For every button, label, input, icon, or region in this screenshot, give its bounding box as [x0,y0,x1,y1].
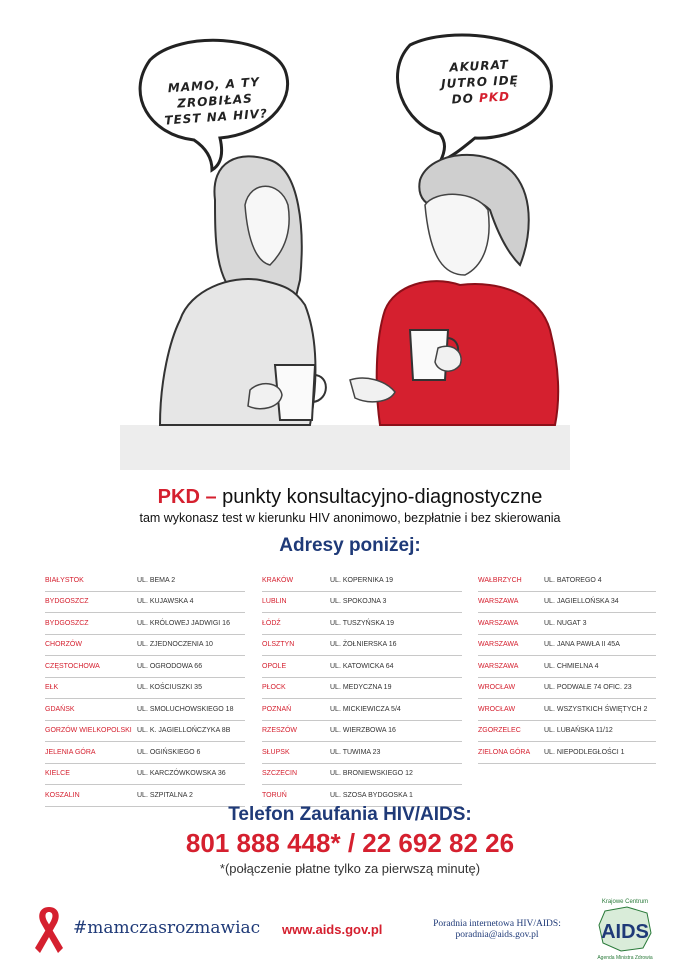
bubble-right-line: JUTRO IDĘ [440,72,520,92]
address-city: OPOLE [262,662,287,670]
address-street: UL. OGIŃSKIEGO 6 [137,748,201,756]
logo-bottom-text: Agenda Ministra Zdrowia [597,955,653,961]
address-city: WROCŁAW [478,684,516,692]
address-row [478,592,656,614]
subline: tam wykonasz test w kierunku HIV anonimowo, bezpłatnie i bez skierowania [139,511,561,525]
address-row [45,592,245,614]
address-street: UL. LUBAŃSKA 11/12 [544,727,613,735]
address-row [262,656,462,678]
address-city: EŁK [45,684,59,692]
headline [0,486,700,509]
address-row [478,570,656,592]
address-city: JELENIA GÓRA [45,748,96,756]
address-city: PŁOCK [262,684,286,692]
bubble-right-accent: PKD [478,89,511,106]
address-street: UL. BATOREGO 4 [544,576,602,584]
address-street: UL. MICKIEWICZA 5/4 [330,705,401,713]
address-row [45,613,245,635]
bubble-right-line: AKURAT [449,57,510,75]
address-row [262,613,462,635]
table-top [120,425,570,470]
headline-accent: PKD [157,486,200,508]
address-street: UL. WSZYSTKICH ŚWIĘTYCH 2 [544,705,648,713]
bubble-left-line: TEST NA HIV? [163,106,269,128]
address-street: UL. ŻOŁNIERSKA 16 [330,641,397,649]
poradnia-label: Poradnia internetowa HIV/AIDS: [433,919,561,929]
bubble-left-line: ZROBIŁAS [176,91,254,111]
address-city: WARSZAWA [478,641,519,649]
address-row [262,742,462,764]
address-city: WARSZAWA [478,619,519,627]
phone-numbers[interactable]: 801 888 448* / 22 692 82 26 [185,828,515,858]
address-column-1 [45,570,245,807]
address-city: ZGORZELEC [478,727,521,735]
address-city: SŁUPSK [262,748,290,756]
address-row [45,764,245,786]
address-city: LUBLIN [262,598,287,606]
poradnia-info [427,919,567,941]
address-row [45,678,245,700]
address-city: TORUŃ [262,791,287,799]
addresses-title: Adresy poniżej: [279,535,421,556]
address-row [45,635,245,657]
address-street: UL. SMOLUCHOWSKIEGO 18 [137,705,234,713]
address-city: BYDGOSZCZ [45,619,89,627]
address-column-2 [262,570,462,807]
address-city: POZNAŃ [262,705,292,713]
address-city: BYDGOSZCZ [45,598,89,606]
address-city: BIAŁYSTOK [45,576,84,584]
address-row [478,721,656,743]
address-street: UL. ZJEDNOCZENIA 10 [137,641,213,649]
address-row [45,742,245,764]
address-city: ZIELONA GÓRA [478,748,531,756]
address-street: UL. KOPERNIKA 19 [330,576,394,584]
address-street: UL. BEMA 2 [137,576,176,584]
address-street: UL. TUSZYŃSKA 19 [330,619,395,627]
address-street: UL. KRÓLOWEJ JADWIGI 16 [137,619,230,627]
bubble-right-prefix: DO [451,91,480,107]
address-city: GORZÓW WIELKOPOLSKI [45,727,132,735]
address-row [45,656,245,678]
address-street: UL. KUJAWSKA 4 [137,598,194,606]
address-city: ŁÓDŹ [262,619,281,627]
address-row [478,742,656,764]
phone-title: Telefon Zaufania HIV/AIDS: [228,804,472,825]
address-street: UL. SZOSA BYDGOSKA 1 [330,791,413,799]
address-street: UL. TUWIMA 23 [330,748,381,756]
address-row [262,678,462,700]
address-street: UL. KOŚCIUSZKI 35 [137,684,202,692]
address-city: WROCŁAW [478,705,516,713]
red-ribbon-icon [32,903,66,955]
headline-text: punkty konsultacyjno-diagnostyczne [222,486,543,508]
address-row [45,570,245,592]
address-row [478,699,656,721]
speech-bubble-left-text [158,73,271,129]
address-city: CZĘSTOCHOWA [45,662,100,670]
address-city: OLSZTYN [262,641,295,649]
address-row [478,678,656,700]
address-row [262,699,462,721]
address-city: KIELCE [45,770,70,778]
address-street: UL. JAGIELLOŃSKA 34 [544,598,619,606]
poradnia-email[interactable]: poradnia@aids.gov.pl [455,930,539,940]
address-row [262,635,462,657]
address-city: KRAKÓW [262,576,294,584]
address-column-3 [478,570,656,764]
address-city: GDAŃSK [45,705,75,713]
address-city: KOSZALIN [45,791,80,799]
krajowe-centrum-aids-logo [585,893,665,963]
address-street: UL. K. JAGIELLOŃCZYKA 8B [137,727,231,735]
address-street: UL. JANA PAWŁA II 45A [544,641,620,649]
website-link[interactable]: www.aids.gov.pl [282,922,383,937]
speech-bubble-right-text [424,55,536,109]
address-city: CHORZÓW [45,641,82,649]
address-street: UL. NUGAT 3 [544,619,587,627]
address-street: UL. KARCZÓWKOWSKA 36 [137,770,226,778]
address-row [478,613,656,635]
address-street: UL. SPOKOJNA 3 [330,598,387,606]
right-woman-sweater [377,281,559,425]
address-row [45,721,245,743]
address-street: UL. NIEPODLEGŁOŚCI 1 [544,748,625,756]
address-street: UL. OGRODOWA 66 [137,662,203,670]
phone-note: *(połączenie płatne tylko za pierwszą minutę) [219,861,481,876]
logo-main-text: AIDS [601,921,649,943]
address-row [262,570,462,592]
headline-dash: – [199,486,223,508]
logo-top-text: Krajowe Centrum [601,899,649,905]
address-street: UL. WIERZBOWA 16 [330,727,396,735]
address-city: WAŁBRZYCH [478,576,522,584]
address-city: RZESZÓW [262,727,297,735]
address-street: UL. KATOWICKA 64 [330,662,394,670]
right-woman-face [425,194,489,275]
address-row [262,764,462,786]
address-row [45,699,245,721]
address-city: SZCZECIN [262,770,297,778]
address-row [478,635,656,657]
address-city: WARSZAWA [478,598,519,606]
address-street: UL. SZPITALNA 2 [137,791,193,799]
address-row [478,656,656,678]
address-street: UL. MEDYCZNA 19 [330,684,392,692]
address-row [262,592,462,614]
address-street: UL. PODWALE 74 OFIC. 23 [544,684,632,692]
address-street: UL. BRONIEWSKIEGO 12 [330,770,413,778]
bubble-left-line: MAMO, A TY [167,74,261,96]
address-street: UL. CHMIELNA 4 [544,662,599,670]
address-row [262,721,462,743]
hashtag[interactable]: #mamczasrozmawiac [73,918,261,938]
address-city: WARSZAWA [478,662,519,670]
